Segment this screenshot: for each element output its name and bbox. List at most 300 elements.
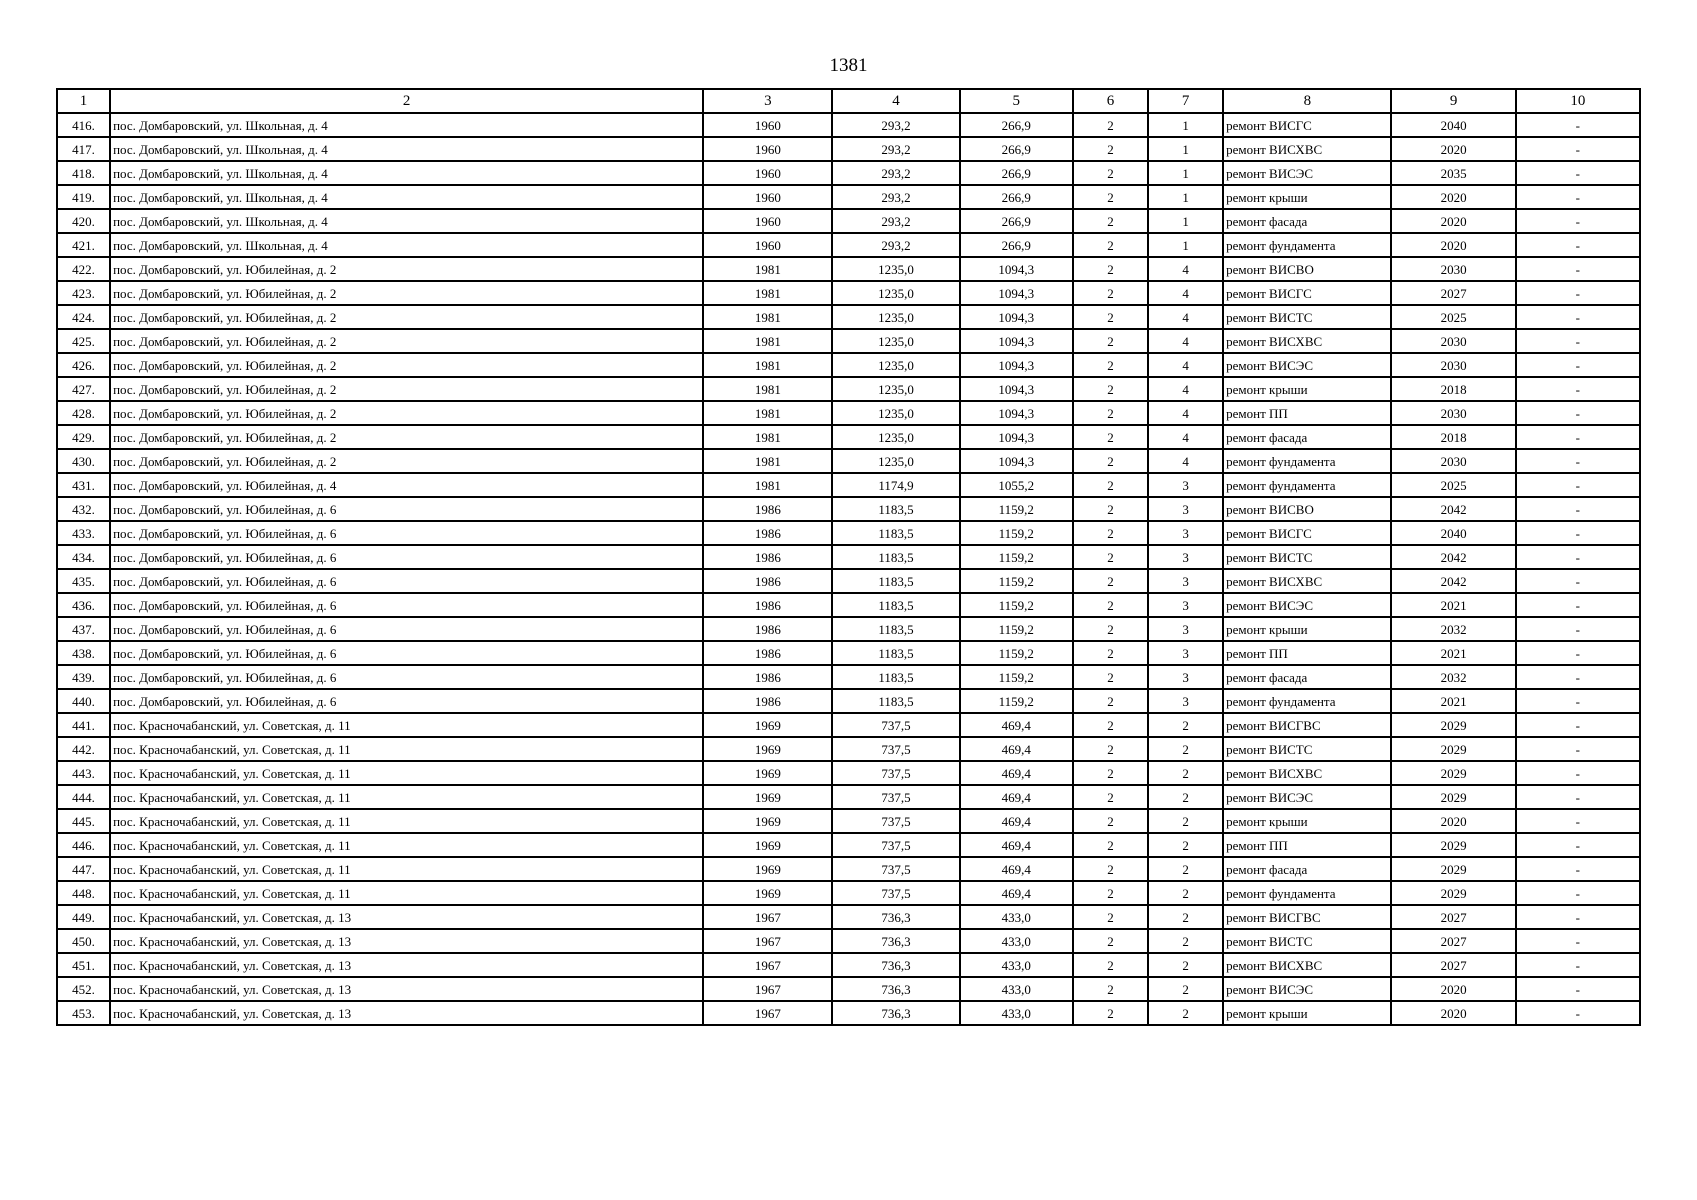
entrances-cell: 2 [1148, 761, 1223, 785]
repair-type-cell: ремонт фасада [1223, 425, 1391, 449]
table-row [57, 569, 1640, 593]
repair-type-cell: ремонт фасада [1223, 209, 1391, 233]
living-area-cell: 433,0 [960, 1001, 1073, 1025]
address-cell: пос. Красночабанский, ул. Советская, д. 13 [110, 953, 703, 977]
total-area-cell: 737,5 [832, 761, 959, 785]
build-year-cell: 1969 [703, 761, 832, 785]
address-cell: пос. Домбаровский, ул. Юбилейная, д. 4 [110, 473, 703, 497]
floors-cell: 2 [1073, 401, 1148, 425]
repair-year-cell: 2027 [1391, 281, 1515, 305]
total-area-cell: 1235,0 [832, 257, 959, 281]
row-number-cell: 449. [57, 905, 110, 929]
floors-cell: 2 [1073, 161, 1148, 185]
address-cell: пос. Домбаровский, ул. Юбилейная, д. 6 [110, 545, 703, 569]
column-header: 4 [832, 89, 959, 113]
repair-year-cell: 2040 [1391, 521, 1515, 545]
column-header: 5 [960, 89, 1073, 113]
floors-cell: 2 [1073, 353, 1148, 377]
build-year-cell: 1969 [703, 809, 832, 833]
entrances-cell: 1 [1148, 113, 1223, 137]
floors-cell: 2 [1073, 905, 1148, 929]
address-cell: пос. Домбаровский, ул. Юбилейная, д. 2 [110, 425, 703, 449]
address-cell: пос. Домбаровский, ул. Школьная, д. 4 [110, 161, 703, 185]
build-year-cell: 1960 [703, 113, 832, 137]
repair-year-cell: 2020 [1391, 977, 1515, 1001]
repair-year-cell: 2030 [1391, 257, 1515, 281]
living-area-cell: 266,9 [960, 209, 1073, 233]
repair-type-cell: ремонт ВИСВО [1223, 497, 1391, 521]
living-area-cell: 469,4 [960, 737, 1073, 761]
note-cell: - [1516, 737, 1640, 761]
floors-cell: 2 [1073, 617, 1148, 641]
row-number-cell: 429. [57, 425, 110, 449]
repair-type-cell: ремонт ВИСТС [1223, 929, 1391, 953]
floors-cell: 2 [1073, 641, 1148, 665]
repair-year-cell: 2029 [1391, 833, 1515, 857]
repair-year-cell: 2032 [1391, 665, 1515, 689]
table-row [57, 953, 1640, 977]
row-number-cell: 446. [57, 833, 110, 857]
entrances-cell: 3 [1148, 641, 1223, 665]
floors-cell: 2 [1073, 137, 1148, 161]
entrances-cell: 3 [1148, 545, 1223, 569]
table-row [57, 521, 1640, 545]
note-cell: - [1516, 929, 1640, 953]
column-header: 8 [1223, 89, 1391, 113]
row-number-cell: 430. [57, 449, 110, 473]
row-number-cell: 450. [57, 929, 110, 953]
entrances-cell: 1 [1148, 137, 1223, 161]
row-number-cell: 428. [57, 401, 110, 425]
address-cell: пос. Домбаровский, ул. Юбилейная, д. 2 [110, 329, 703, 353]
total-area-cell: 737,5 [832, 737, 959, 761]
entrances-cell: 4 [1148, 257, 1223, 281]
repair-year-cell: 2040 [1391, 113, 1515, 137]
repair-type-cell: ремонт крыши [1223, 617, 1391, 641]
living-area-cell: 1094,3 [960, 281, 1073, 305]
note-cell: - [1516, 713, 1640, 737]
table-row [57, 593, 1640, 617]
repair-type-cell: ремонт фундамента [1223, 689, 1391, 713]
repair-year-cell: 2042 [1391, 497, 1515, 521]
floors-cell: 2 [1073, 1001, 1148, 1025]
repair-type-cell: ремонт ВИСТС [1223, 737, 1391, 761]
row-number-cell: 434. [57, 545, 110, 569]
living-area-cell: 1159,2 [960, 545, 1073, 569]
entrances-cell: 1 [1148, 233, 1223, 257]
note-cell: - [1516, 593, 1640, 617]
total-area-cell: 293,2 [832, 161, 959, 185]
living-area-cell: 266,9 [960, 233, 1073, 257]
build-year-cell: 1969 [703, 713, 832, 737]
build-year-cell: 1981 [703, 305, 832, 329]
repair-type-cell: ремонт ВИСГС [1223, 281, 1391, 305]
living-area-cell: 469,4 [960, 785, 1073, 809]
repair-year-cell: 2042 [1391, 545, 1515, 569]
living-area-cell: 1094,3 [960, 377, 1073, 401]
repair-type-cell: ремонт ВИСВО [1223, 257, 1391, 281]
address-cell: пос. Красночабанский, ул. Советская, д. 13 [110, 977, 703, 1001]
total-area-cell: 736,3 [832, 953, 959, 977]
table-row [57, 257, 1640, 281]
total-area-cell: 736,3 [832, 905, 959, 929]
row-number-cell: 433. [57, 521, 110, 545]
repair-type-cell: ремонт крыши [1223, 185, 1391, 209]
note-cell: - [1516, 473, 1640, 497]
repair-type-cell: ремонт ПП [1223, 401, 1391, 425]
entrances-cell: 2 [1148, 929, 1223, 953]
repair-year-cell: 2018 [1391, 377, 1515, 401]
repair-year-cell: 2018 [1391, 425, 1515, 449]
build-year-cell: 1986 [703, 521, 832, 545]
build-year-cell: 1981 [703, 401, 832, 425]
floors-cell: 2 [1073, 593, 1148, 617]
column-header: 9 [1391, 89, 1515, 113]
living-area-cell: 1159,2 [960, 497, 1073, 521]
living-area-cell: 266,9 [960, 185, 1073, 209]
table-row [57, 449, 1640, 473]
table-row [57, 881, 1640, 905]
address-cell: пос. Домбаровский, ул. Юбилейная, д. 6 [110, 689, 703, 713]
living-area-cell: 1159,2 [960, 569, 1073, 593]
living-area-cell: 469,4 [960, 713, 1073, 737]
floors-cell: 2 [1073, 473, 1148, 497]
row-number-cell: 452. [57, 977, 110, 1001]
note-cell: - [1516, 785, 1640, 809]
entrances-cell: 3 [1148, 689, 1223, 713]
repair-type-cell: ремонт крыши [1223, 377, 1391, 401]
floors-cell: 2 [1073, 785, 1148, 809]
living-area-cell: 266,9 [960, 113, 1073, 137]
entrances-cell: 4 [1148, 329, 1223, 353]
floors-cell: 2 [1073, 857, 1148, 881]
floors-cell: 2 [1073, 929, 1148, 953]
total-area-cell: 1235,0 [832, 329, 959, 353]
note-cell: - [1516, 953, 1640, 977]
floors-cell: 2 [1073, 737, 1148, 761]
total-area-cell: 1183,5 [832, 497, 959, 521]
living-area-cell: 469,4 [960, 881, 1073, 905]
repair-year-cell: 2030 [1391, 353, 1515, 377]
total-area-cell: 737,5 [832, 857, 959, 881]
note-cell: - [1516, 329, 1640, 353]
address-cell: пос. Красночабанский, ул. Советская, д. 11 [110, 785, 703, 809]
entrances-cell: 4 [1148, 425, 1223, 449]
entrances-cell: 3 [1148, 617, 1223, 641]
living-area-cell: 1094,3 [960, 353, 1073, 377]
address-cell: пос. Домбаровский, ул. Школьная, д. 4 [110, 233, 703, 257]
row-number-cell: 425. [57, 329, 110, 353]
address-cell: пос. Домбаровский, ул. Юбилейная, д. 6 [110, 641, 703, 665]
repair-type-cell: ремонт ВИСГВС [1223, 713, 1391, 737]
table-row [57, 185, 1640, 209]
table-body [57, 113, 1640, 1025]
entrances-cell: 1 [1148, 161, 1223, 185]
repair-type-cell: ремонт фундамента [1223, 473, 1391, 497]
living-area-cell: 433,0 [960, 953, 1073, 977]
table-row [57, 161, 1640, 185]
column-header: 6 [1073, 89, 1148, 113]
note-cell: - [1516, 377, 1640, 401]
entrances-cell: 1 [1148, 185, 1223, 209]
floors-cell: 2 [1073, 569, 1148, 593]
row-number-cell: 421. [57, 233, 110, 257]
note-cell: - [1516, 617, 1640, 641]
row-number-cell: 431. [57, 473, 110, 497]
address-cell: пос. Красночабанский, ул. Советская, д. 13 [110, 1001, 703, 1025]
build-year-cell: 1981 [703, 425, 832, 449]
row-number-cell: 444. [57, 785, 110, 809]
repair-type-cell: ремонт ВИСХВС [1223, 953, 1391, 977]
living-area-cell: 1094,3 [960, 329, 1073, 353]
build-year-cell: 1969 [703, 785, 832, 809]
entrances-cell: 2 [1148, 785, 1223, 809]
living-area-cell: 1159,2 [960, 641, 1073, 665]
repair-year-cell: 2027 [1391, 929, 1515, 953]
header-row [57, 89, 1640, 113]
address-cell: пос. Домбаровский, ул. Юбилейная, д. 6 [110, 497, 703, 521]
address-cell: пос. Домбаровский, ул. Юбилейная, д. 6 [110, 569, 703, 593]
repair-type-cell: ремонт ВИСХВС [1223, 329, 1391, 353]
note-cell: - [1516, 497, 1640, 521]
table-row [57, 425, 1640, 449]
repair-year-cell: 2021 [1391, 689, 1515, 713]
column-header: 10 [1516, 89, 1640, 113]
floors-cell: 2 [1073, 281, 1148, 305]
repair-type-cell: ремонт фундамента [1223, 233, 1391, 257]
total-area-cell: 1235,0 [832, 449, 959, 473]
living-area-cell: 469,4 [960, 833, 1073, 857]
table-row [57, 761, 1640, 785]
note-cell: - [1516, 905, 1640, 929]
row-number-cell: 437. [57, 617, 110, 641]
build-year-cell: 1981 [703, 257, 832, 281]
repair-year-cell: 2029 [1391, 737, 1515, 761]
row-number-cell: 432. [57, 497, 110, 521]
living-area-cell: 1055,2 [960, 473, 1073, 497]
build-year-cell: 1960 [703, 233, 832, 257]
address-cell: пос. Красночабанский, ул. Советская, д. 13 [110, 929, 703, 953]
floors-cell: 2 [1073, 977, 1148, 1001]
living-area-cell: 1094,3 [960, 401, 1073, 425]
total-area-cell: 293,2 [832, 185, 959, 209]
note-cell: - [1516, 305, 1640, 329]
floors-cell: 2 [1073, 209, 1148, 233]
table-row [57, 713, 1640, 737]
note-cell: - [1516, 185, 1640, 209]
repair-type-cell: ремонт крыши [1223, 1001, 1391, 1025]
table-row [57, 905, 1640, 929]
floors-cell: 2 [1073, 545, 1148, 569]
note-cell: - [1516, 881, 1640, 905]
address-cell: пос. Домбаровский, ул. Юбилейная, д. 2 [110, 353, 703, 377]
repair-year-cell: 2029 [1391, 713, 1515, 737]
repair-year-cell: 2020 [1391, 233, 1515, 257]
table-row [57, 641, 1640, 665]
address-cell: пос. Домбаровский, ул. Юбилейная, д. 2 [110, 305, 703, 329]
repair-type-cell: ремонт ПП [1223, 833, 1391, 857]
living-area-cell: 1094,3 [960, 425, 1073, 449]
repair-type-cell: ремонт ПП [1223, 641, 1391, 665]
build-year-cell: 1981 [703, 377, 832, 401]
build-year-cell: 1969 [703, 857, 832, 881]
note-cell: - [1516, 833, 1640, 857]
address-cell: пос. Красночабанский, ул. Советская, д. 11 [110, 809, 703, 833]
address-cell: пос. Домбаровский, ул. Юбилейная, д. 6 [110, 593, 703, 617]
total-area-cell: 737,5 [832, 833, 959, 857]
row-number-cell: 445. [57, 809, 110, 833]
address-cell: пос. Красночабанский, ул. Советская, д. 11 [110, 761, 703, 785]
row-number-cell: 439. [57, 665, 110, 689]
table-row [57, 377, 1640, 401]
living-area-cell: 433,0 [960, 905, 1073, 929]
total-area-cell: 737,5 [832, 809, 959, 833]
row-number-cell: 422. [57, 257, 110, 281]
repair-type-cell: ремонт ВИСЭС [1223, 161, 1391, 185]
repair-type-cell: ремонт ВИСЭС [1223, 785, 1391, 809]
living-area-cell: 1094,3 [960, 305, 1073, 329]
build-year-cell: 1960 [703, 185, 832, 209]
table-row [57, 497, 1640, 521]
repair-year-cell: 2027 [1391, 953, 1515, 977]
build-year-cell: 1967 [703, 977, 832, 1001]
floors-cell: 2 [1073, 257, 1148, 281]
living-area-cell: 469,4 [960, 809, 1073, 833]
build-year-cell: 1960 [703, 137, 832, 161]
build-year-cell: 1969 [703, 737, 832, 761]
table-row [57, 617, 1640, 641]
table-row [57, 545, 1640, 569]
total-area-cell: 293,2 [832, 233, 959, 257]
address-cell: пос. Домбаровский, ул. Юбилейная, д. 6 [110, 521, 703, 545]
row-number-cell: 442. [57, 737, 110, 761]
living-area-cell: 433,0 [960, 929, 1073, 953]
table-row [57, 1001, 1640, 1025]
note-cell: - [1516, 401, 1640, 425]
table-row [57, 473, 1640, 497]
note-cell: - [1516, 161, 1640, 185]
living-area-cell: 1159,2 [960, 617, 1073, 641]
living-area-cell: 469,4 [960, 761, 1073, 785]
repair-year-cell: 2025 [1391, 473, 1515, 497]
floors-cell: 2 [1073, 305, 1148, 329]
total-area-cell: 1183,5 [832, 545, 959, 569]
entrances-cell: 3 [1148, 473, 1223, 497]
repair-type-cell: ремонт фасада [1223, 857, 1391, 881]
repair-type-cell: ремонт ВИСГС [1223, 521, 1391, 545]
table-row [57, 401, 1640, 425]
build-year-cell: 1969 [703, 881, 832, 905]
row-number-cell: 443. [57, 761, 110, 785]
entrances-cell: 2 [1148, 713, 1223, 737]
floors-cell: 2 [1073, 425, 1148, 449]
address-cell: пос. Домбаровский, ул. Юбилейная, д. 6 [110, 617, 703, 641]
repair-type-cell: ремонт фундамента [1223, 449, 1391, 473]
build-year-cell: 1981 [703, 353, 832, 377]
living-area-cell: 1159,2 [960, 593, 1073, 617]
row-number-cell: 418. [57, 161, 110, 185]
row-number-cell: 427. [57, 377, 110, 401]
row-number-cell: 441. [57, 713, 110, 737]
note-cell: - [1516, 209, 1640, 233]
repair-year-cell: 2030 [1391, 401, 1515, 425]
entrances-cell: 3 [1148, 593, 1223, 617]
entrances-cell: 3 [1148, 665, 1223, 689]
repair-year-cell: 2020 [1391, 185, 1515, 209]
entrances-cell: 2 [1148, 737, 1223, 761]
total-area-cell: 736,3 [832, 929, 959, 953]
floors-cell: 2 [1073, 881, 1148, 905]
note-cell: - [1516, 857, 1640, 881]
living-area-cell: 1159,2 [960, 665, 1073, 689]
floors-cell: 2 [1073, 449, 1148, 473]
total-area-cell: 737,5 [832, 713, 959, 737]
address-cell: пос. Домбаровский, ул. Юбилейная, д. 2 [110, 401, 703, 425]
repair-year-cell: 2027 [1391, 905, 1515, 929]
living-area-cell: 266,9 [960, 137, 1073, 161]
column-header: 2 [110, 89, 703, 113]
table-row [57, 929, 1640, 953]
floors-cell: 2 [1073, 113, 1148, 137]
floors-cell: 2 [1073, 233, 1148, 257]
row-number-cell: 435. [57, 569, 110, 593]
address-cell: пос. Домбаровский, ул. Школьная, д. 4 [110, 113, 703, 137]
repair-type-cell: ремонт ВИСХВС [1223, 761, 1391, 785]
column-header: 1 [57, 89, 110, 113]
build-year-cell: 1981 [703, 281, 832, 305]
total-area-cell: 737,5 [832, 881, 959, 905]
table-row [57, 281, 1640, 305]
note-cell: - [1516, 689, 1640, 713]
repair-type-cell: ремонт фундамента [1223, 881, 1391, 905]
column-header: 7 [1148, 89, 1223, 113]
total-area-cell: 1183,5 [832, 665, 959, 689]
address-cell: пос. Домбаровский, ул. Юбилейная, д. 2 [110, 377, 703, 401]
build-year-cell: 1986 [703, 497, 832, 521]
total-area-cell: 737,5 [832, 785, 959, 809]
floors-cell: 2 [1073, 377, 1148, 401]
table-row [57, 785, 1640, 809]
living-area-cell: 469,4 [960, 857, 1073, 881]
row-number-cell: 423. [57, 281, 110, 305]
table-row [57, 977, 1640, 1001]
repair-type-cell: ремонт ВИСЭС [1223, 353, 1391, 377]
row-number-cell: 440. [57, 689, 110, 713]
entrances-cell: 2 [1148, 905, 1223, 929]
total-area-cell: 736,3 [832, 1001, 959, 1025]
note-cell: - [1516, 641, 1640, 665]
note-cell: - [1516, 257, 1640, 281]
table-row [57, 833, 1640, 857]
row-number-cell: 426. [57, 353, 110, 377]
total-area-cell: 736,3 [832, 977, 959, 1001]
entrances-cell: 2 [1148, 881, 1223, 905]
living-area-cell: 1094,3 [960, 257, 1073, 281]
repair-year-cell: 2029 [1391, 761, 1515, 785]
repair-year-cell: 2025 [1391, 305, 1515, 329]
repair-year-cell: 2020 [1391, 809, 1515, 833]
note-cell: - [1516, 281, 1640, 305]
living-area-cell: 1094,3 [960, 449, 1073, 473]
table-row [57, 353, 1640, 377]
total-area-cell: 1183,5 [832, 569, 959, 593]
floors-cell: 2 [1073, 689, 1148, 713]
build-year-cell: 1986 [703, 569, 832, 593]
total-area-cell: 293,2 [832, 113, 959, 137]
repair-year-cell: 2035 [1391, 161, 1515, 185]
living-area-cell: 433,0 [960, 977, 1073, 1001]
address-cell: пос. Домбаровский, ул. Юбилейная, д. 2 [110, 281, 703, 305]
